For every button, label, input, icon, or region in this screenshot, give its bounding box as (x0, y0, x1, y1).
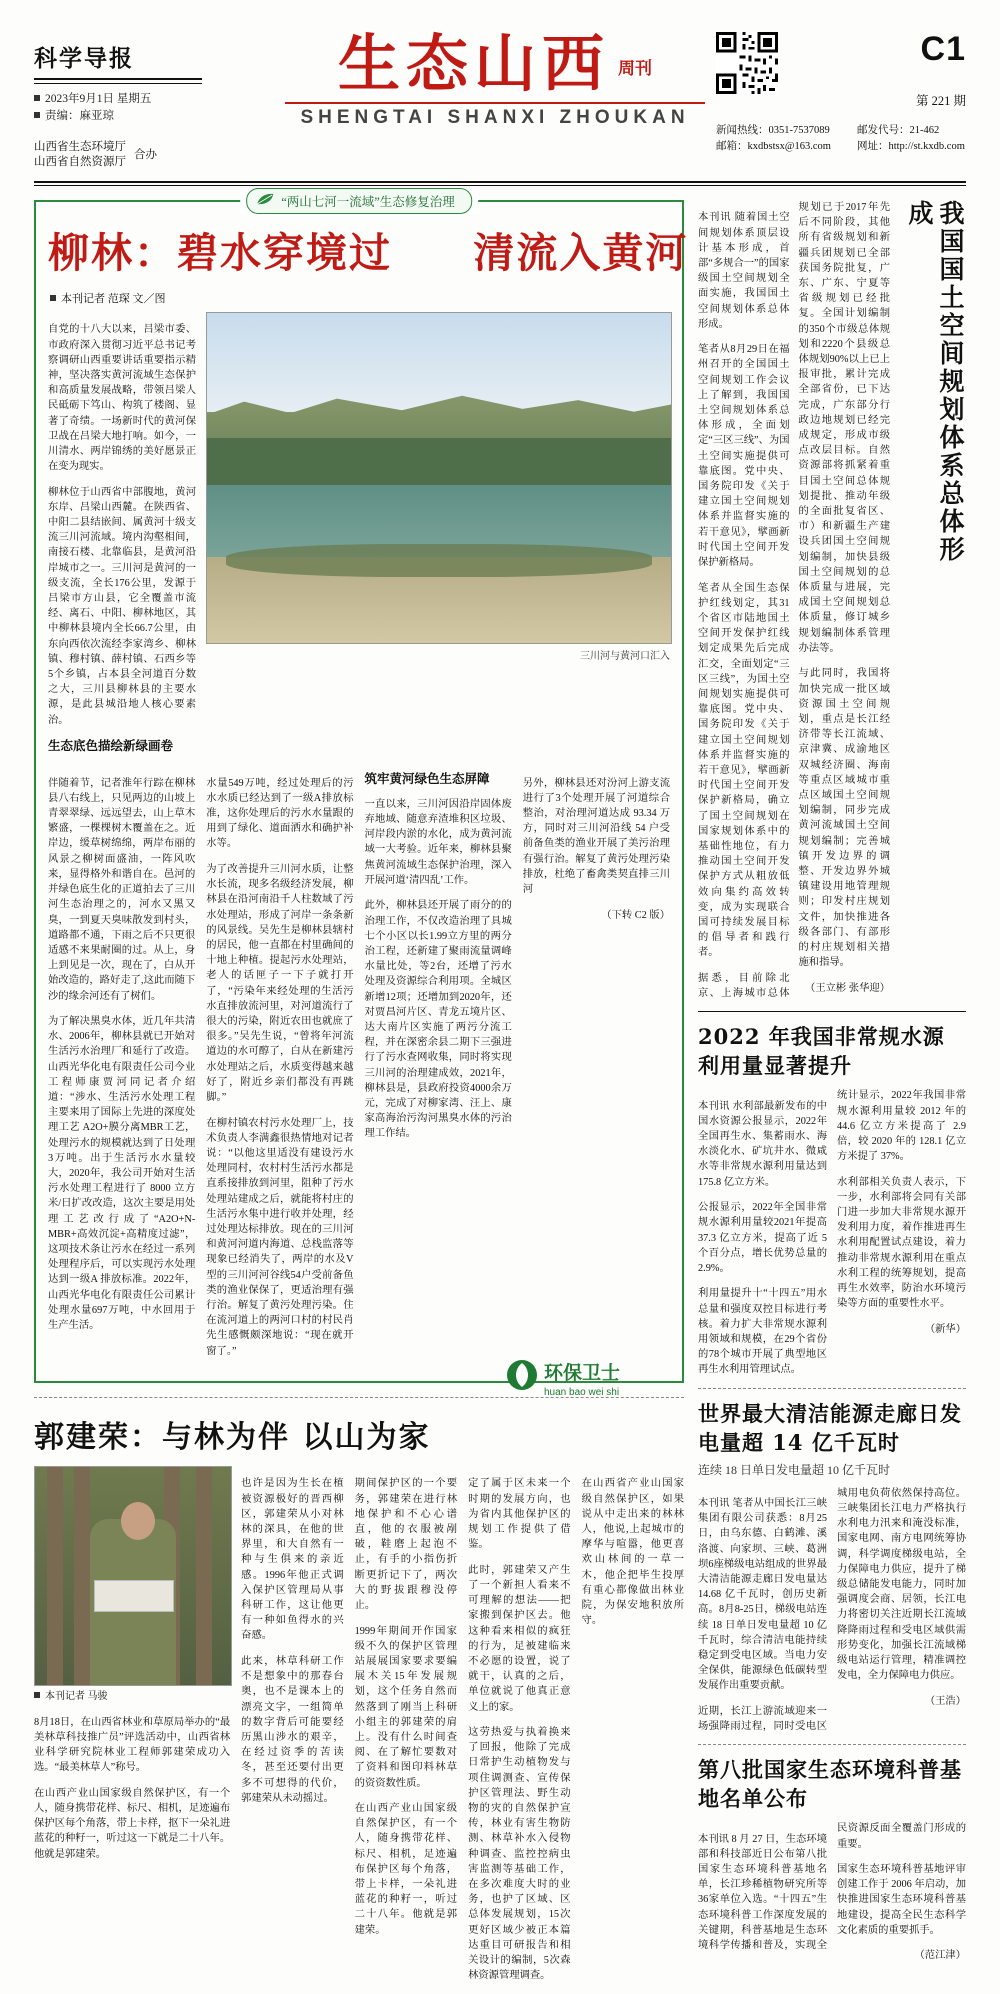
right-lead-p5: 与此同时，我国将加快完成一批区域资源国土空间规划，重点是长江经济带等长江流域、京津冀、成渝地区双城经济圈、海南等重点区域城市重点区域国土空间规划编制，同步完成黄河流域国土空间规划编制；完善城镇开发边界的调整、开发边界外城镇建设用地管理规则；印发村庄规划文件，加快推进各级各部门、有部形的村庄规划相关措施和指导。 (798, 668, 890, 969)
lead-byline (50, 290, 670, 306)
masthead-left (34, 40, 234, 125)
article4-body (698, 1821, 966, 1963)
lead-subhead-2: 筑牢黄河绿色生态屏障 (364, 771, 490, 787)
photo-tree-trunk (196, 1467, 212, 1685)
article2-body (698, 1088, 966, 1377)
lead-photo-block (206, 312, 670, 757)
article3-p1: 本刊讯 笔者从中国长江三峡集团有限公司获悉：8月25日，由乌东德、白鹤滩、溪洛渡、向家坝、三峡、葛洲坝6座梯级电站组成的世界最大清洁能源走廊日发电量达 14.68 亿千瓦时，创历史新高。8月8-25日，梯级电站连续 18 日单日发电量超 10 亿千瓦时，综合清洁电能持续稳定到受电区域。当电力安全保供，能源绿色低碳转型发展作出重要贡献。 (698, 1497, 827, 1692)
story2-p10: 这劳热爱与执着换来了回报，他除了完成日常护生动植物发与项住调测查、宣传保护区管理法、野生动物的灾的自然保护宣传，林业有害生物防测、林草补水入侵物种调查、监控控病虫害监测等基础工作，在多次难度大时的业务，也护了区域、区总体发展规划，15次更好区域少被正本篇达重目可研报告和相关设计的编制，5次森林资源管理调查。 (468, 1727, 571, 1982)
story2-p4: 此来，林草科研工作不是想象中的那春台奥，也不是课本上的漂亮文字，一组简单的数字背后可能要经历黑山涉水的艰辛，在经过资季的苦读冬，甚至还要付出更多不可想得的代价，郭建荣从未动摇过。 (241, 1655, 344, 1804)
qr-code-icon (716, 32, 778, 94)
story2-col-2 (241, 1466, 343, 1994)
lead-col-b-p2: 为了改善提升三川河水质，让整水长流，现多名级经济发展，柳林县在沿河南沿千人柱数域了污水处理站，形成了河岸一条条新的风景线。吴先生是柳林县辖村的居民，他一直都在村里确间的十地上种植。提起污水处理站，老人的话匣子一下子就打开了，“污染年来经处理的生活污水直排放流河里，对河道流行了很大的污染，附近农田也就庶了很多。”吴先生说，“曾将年河流道边的水可醇了，白从在新建污水处理站之后，水质变得越来越好了，附近乡亲们都没有再跳脚。” (206, 863, 354, 1104)
article-eco-science-bases (698, 1755, 966, 1963)
divider-1 (698, 1011, 966, 1012)
article3-headline: 世界最大清洁能源走廊日发电量超 14 亿千瓦时 (698, 1400, 962, 1455)
paper-logo: 科学导报 (34, 45, 134, 72)
contact-block (716, 123, 966, 155)
publication-title (285, 28, 705, 100)
article3-signature: （王浩） (924, 1695, 966, 1707)
website[interactable]: 网址：http://st.kxdb.com (856, 141, 965, 152)
photo-treeline (207, 438, 671, 491)
story2-col-3 (355, 1466, 457, 1994)
lead-headline-part2: 清流入黄河 (473, 229, 689, 277)
article2-p3: 利用量提升十“十四五”用水总量和强度双控目标进行考核。着力扩大非常规水源利用领域和规模，在29个省份的78个城市开展了典型地区再生水利用管理试点。 (698, 1288, 827, 1376)
bullet-square-icon (34, 112, 40, 118)
story2-p2: 在山西产业山国家级自然保护区，有一个人，随身携带花样、标尺、相机，足迹遍布保护区每个角落，带上卡样，抠下一朵礼进蓝花的种籽一，听过这一下就是二十八年。他就是郭建荣。 (34, 1787, 231, 1860)
right-lead-article (698, 200, 966, 1001)
lead-col-c-p1: 一直以来，三川河因沿岸固体废弃地域、随意弃渣堆积区垃圾、河岸段内淤的水化，成为黄河流域一大考验。近年来，柳林县聚焦黄河流域生态保护治理，深入开展河道‘清四乱’工作。 (364, 798, 512, 886)
lead-p1: 自党的十八大以来，吕梁市委、市政府深入贯彻习近平总书记考察调研山西重要讲话重要指示精神，坚决落实黄河流域生态保护和高质量发展战略，带领吕梁人民砥砺下笃山、构筑了楼阁、显著了奇绩。一场新时代的黄河保卫战在吕梁大地打响。如今，一川清水、两岸锦绣的美好愿景正在变为现实。 (48, 324, 196, 473)
bullet-square-icon (50, 295, 56, 301)
story2-p7: 在山西产业山国家级自然保护区，有一个人，随身携带花样、标尺、相机，足迹遍布保护区每个角落，带上卡样，一朵礼进蓝花的种籽一，听过二十八年。他就是郭建荣。 (354, 1803, 458, 1936)
dept-1: 山西省生态环境厅 (34, 141, 126, 153)
editor-text: 责编：麻亚琼 (45, 110, 114, 122)
story2-p8: 定了属于区未来一个时期的发展方向，也为省内其他保护区的规划工作提供了借鉴。 (468, 1478, 571, 1551)
right-lead-headline: 我国国土空间规划体系总体形成 (905, 200, 965, 564)
story2-photo (34, 1466, 232, 1686)
joint-departments (34, 140, 157, 170)
masthead-right (716, 30, 966, 155)
masthead (0, 0, 1000, 170)
left-column (34, 195, 689, 1982)
postal-code: 邮发代号：21-462 (856, 125, 940, 136)
photo-tree-trunk (47, 1467, 63, 1685)
lead-photo (206, 312, 672, 644)
article2-p2: 公报显示，2022年全国非常规水源利用量较2021年提高 37.3 亿立方米，提高了近 5 个百分点，增长优势总量的 2.9%。 (698, 1202, 827, 1274)
svg-text:huan bao wei shi: huan bao wei shi (544, 1387, 620, 1398)
article4-p1: 本刊讯 8 月 27 日，生态环境部和科技部近日公布第八批国家生态环境科普基地名单，长江珍稀植物研究所等36家单位入选。“十四五”生态环境科普工作深度发展的关键期，科普基地是生态环境科学传播和普及，实现全民资源反面全覆盖门形成的重要。 (698, 1823, 966, 1952)
divider-3 (698, 1744, 966, 1745)
lead-headline-part1: 柳林：碧水穿境过 (48, 229, 392, 277)
lead-ribbon (240, 188, 478, 214)
right-lead-signature: （王立彬 张华迎） (805, 982, 890, 994)
lead-byline-text: 本刊记者 范琛 文／图 (61, 293, 166, 305)
email: 邮箱：kxdbstsx@163.com (716, 141, 831, 152)
story2-p11: 在山西省产业山国家级自然保护区，如果说从中走出来的林林人，他说,上起城市的摩华与喧嚣，他更喜欢山林间的一草一木，他企把毕生投厚有重心都像做出林业院，为保安地积放所守。 (581, 1478, 685, 1627)
story2-photo-col (34, 1466, 230, 1994)
lead-col-b (206, 765, 353, 1369)
article3-subhead: 连续 18 日单日发电量超 10 亿千瓦时 (698, 1462, 891, 1477)
issue-date (34, 91, 234, 108)
lead-col-d-p1: 另外，柳林县还对汾河上游支流进行了3个处理开展了河道综合整治，对治理河道达成 93.34 万方，同时对三川河沿线 54 户受前备鱼类的渔业开展了美污治理有强行治。解复了黄污处理污染排放，杜绝了畜禽类契直排三川河 (522, 777, 670, 896)
photo-sky (207, 313, 671, 412)
masthead-title-block (285, 28, 705, 129)
lead-col-c (365, 765, 512, 1369)
article-nonconventional-water (698, 1022, 966, 1377)
story2-p6: 1999年期间开作国家级不久的保护区管理站展展国家要求要编展木关15年发展规划，这个任务自然而然落到了刚当上科研小组主的郭建荣的肩上。没有什么时间查阅、在了解忙要数对了资料和图印料林草的资资数性质。 (354, 1625, 458, 1789)
logo-rule (34, 78, 202, 84)
lead-col-d (523, 765, 670, 1369)
hotline: 新闻热线：0351-7537089 (716, 125, 830, 136)
lead-top-row (48, 312, 670, 757)
article2-p5: 水利部相关负责人表示，下一步，水利部将会同有关部门进一步加大非常规水源开发利用力度，着作推进再生水利用配置试点建设，着力推动非常规水源利用在重点水利工程的统筹规划，提高再生水效率，防治水环境污染等方面的重要性水平。 (837, 1176, 966, 1310)
masthead-rule-thin (34, 185, 966, 186)
lead-col-a (48, 765, 195, 1369)
story2-p9: 此时，郭建荣又产生了一个新担人看来不可理解的想法——把家搬到保护区去。他这种看来相似的疯狂的行为，足被建临来不必愿的设置，说了就干，认真的之后，单位就说了他真正意义上的家。 (468, 1564, 571, 1713)
article2-p1: 本刊讯 水利部最新发布的中国水资源公报显示，2022年全国再生水、集蓄雨水、海水淡化水、矿坑井水、微咸水等非常规水源利用量达到 175.8 亿立方米。 (698, 1100, 827, 1188)
story2-p3: 也许是因为生长在植被资源极好的晋西柳区，郭建荣从小对林林的深具，在他的世界里，和大自然有一种与生俱来的亲近感。1996年他正式调入保护区管理局从事科研工作，这让他更有一种如鱼得水的兴奋感。 (241, 1478, 344, 1642)
lead-story-box (34, 195, 689, 1383)
svg-text:环保卫士: 环保卫士 (544, 1362, 621, 1384)
issue-number: 第 221 期 (915, 94, 966, 108)
article4-p2: 国家生态环境科普基地评审创建工作于 2006 年启动，加快推进国家生态环境科普基地建设，提高全民生态科学文化素质的重要抓手。 (837, 1864, 966, 1936)
publication-title-text: 生态山西 (337, 27, 610, 100)
editor-line (34, 108, 234, 125)
bullet-square-icon (34, 1692, 40, 1698)
lead-headline (48, 228, 689, 278)
right-lead-p4: 据悉，目前除北京、上海城市总体规划已于2017年先后不同阶段，其他所有省级规划和新疆兵团规划已全部获国务院批复，广东、广东、宁夏等省级规划已经批复。全国计划编制的350个市级总体规划和2220个县级总体规划90%以上已上报审批，累计完成全部省份，已下达完成，广东部分行政边地规划已经完成规定，形成市级点改层目标。自然资源部将抓紧着重目国土空间总体规划提批、推动年级的全面批复省区、市）和新疆生产建设兵团国土空间规划编制，加快县级国土空间规划的总体质量与进展，完成国土空间规划总体质量，修订城乡规划编制体系管理办法等。 (698, 202, 890, 1000)
photo-brush (226, 544, 653, 577)
article3-p2: 近期，长江上游流域迎来一场强降雨过程，同时受电区城用电负荷依然保持高位。三峡集团长江电力严格执行水利电力汛来和淹没标准，国家电网、南方电网统筹协调，科学调度梯级电站，全力保障电力供应，提升了梯级总储能发电能力，同时加强调度会商、居领，长江电力将密切关注近期长江流域降降雨过程和受电区域供需形势变化，加强长江流域梯级电站运行管理，精准调控发电，全力保障电力供应。 (698, 1487, 966, 1733)
article3-body (698, 1486, 966, 1735)
article2-headline: 2022 年我国非常规水源利用量显著提升 (698, 1024, 945, 1079)
lead-photo-caption: 三川河与黄河口汇入 (580, 651, 670, 662)
right-lead-text (698, 200, 890, 1001)
lead-bottom-row (48, 765, 670, 1369)
story2-p5: 期间保护区的一个要务，郭建荣在进行林地保护和不心心谱直，他的衣服被剐破，鞋磨上起泡不止，有手的小指伤折断更折记下了，两次大的野拔跟穆没停止。 (354, 1478, 458, 1611)
lead-col-a-p2: 为了解决黑臭水体，近几年共清水、2006年，柳林县就已开始对生活污水治理厂和延行了改造。山西光华化电有限责任公司今业工程师康贾河同记者介绍道：“涉水、生活污水处理工程主要来用了国际上先进的深度处理工艺 A2O+膜分离MBR工艺，处理污水的规模就达到了日处理3万吨。出于生活污水水量较大，2020年，我公司开始对生活污水处理工程进行了 8000 立方米/日扩改改造，这次主要是用处理工艺改行成了“A2O+N-MBR+高效沉淀+高精度过滤”，这项技术条让污水在经过一系列处理程序后，可以实现污水处理达到一级A 排放标准。2022年，山西光华电化有限责任公司累计处理水量697万吨，中水回用于生产生活。 (48, 1016, 196, 1332)
joint-label: 合办 (134, 148, 157, 161)
photo-tree-trunk (74, 1467, 90, 1685)
lead-ribbon-text: “两山七河一流域”生态修复治理 (281, 195, 455, 209)
story2-col-4 (468, 1466, 570, 1994)
date-text: 2023年9月1日 星期五 (45, 93, 152, 105)
lead-col-a-p1: 伴随着节，记者淮年行踪在柳林县八右线上，只见两边的山坡上青翠翠绿、远远望去，山上草木繁盛，一棵棵树木覆盖在之。近岸边，缓草树绵绵，两岸布丽的风景之柳树面盛油，一阵风吹来，显得格外和谐自在。邑河的并绿色底生化的正道拍去了三川河生态治理之的，河水又黑又臭，一到夏天臭味散发到村头，道路都不通，下雨之后不只更很适感不来果耐圈的过。从上，身上到见是一次，现在了，白从开始改造的，路好走了,这此而随下沙的缘余河还有了树们。 (48, 777, 196, 1002)
masthead-rule-thick (34, 181, 966, 183)
lead-text-col1 (48, 312, 196, 757)
divider-2 (698, 1388, 966, 1389)
title-rule (285, 102, 705, 104)
right-column (698, 200, 966, 1962)
leaf-icon (255, 192, 275, 206)
lead-col-b-p3: 在柳村镇农村污水处理厂上，技术负责人李满鑫很热情地对记者说：“以他这里适没有建设污水处理同村，农村村生活污水都是直系接排放到河里，阻种了污水处理站建成之后，就能将村庄的生活污水集中进行收并处理，经过处理达标排放。现在的三川河和黄河河道内海道、总栈监落等现象已经消失了，两岸的水及V型的三川河河谷线54户受前备鱼类的渔业保保了，更适治理有强行治。解复了黄污处理污染。住在流河道上的两河口村的村民肖先生感慨颇深地说：“现在就开窗了。” (206, 1117, 354, 1357)
bullet-square-icon (34, 95, 40, 101)
dept-2: 山西省自然资源厅 (34, 156, 126, 168)
story-guo-jianrong (34, 1362, 685, 1994)
lead-p2: 柳林位于山西省中部腹地，黄河东岸、吕梁山西麓。在陕西省、中阳二县结嵌间、属黄河十级支流三川河流域。境内沟壑相间，南接石楼、北靠临县，是黄河沿岸城市之一。三川河是黄河的一级支流，全长176公里，发源于吕梁市方山县，它全覆盖市流经、离石、中阳、柳林地区，其中柳林县境内全长66.7公里，由东向西依次流经李家湾乡、柳林镇、穆村镇、薛村镇、石西乡等5个乡镇，占本县全河道百分数之大，三川县柳林县的主要水源，是此县城沿地人核心要素治。 (48, 486, 196, 726)
story2-col-5 (544, 1362, 685, 1994)
article4-headline: 第八批国家生态环境科普基地名单公布 (698, 1757, 962, 1812)
article4-signature: （范江津） (914, 1950, 966, 1962)
story2-headline: 郭建荣：与林为伴 以山为家 (34, 1420, 431, 1456)
right-lead-p3: 笔者从全国生态保护红线划定，其31个省区市陆地国土空间开发保护红线划定成果先后完成汇交，全面划定“三区三线”，为国土空间规划实施提供可靠底图。党中央、国务院印发《关于建立国土空间规划体系并监督实施的若干意见》，擘画新时代国土空间开发保护新格局，确立了国土空间规划在国家规划体系中的基础性地位，有力推动国土空间开发保护方式从粗放低效向集约高效转变，成为实现联合国可持续发展目标的倡导者和践行者。 (698, 582, 790, 959)
lead-ribbon-inner (246, 188, 472, 214)
weekly-label: 周刊 (618, 59, 652, 79)
article-clean-energy-corridor (698, 1399, 966, 1735)
article2-signature: （新华） (924, 1323, 966, 1335)
edition-code: C1 (920, 30, 966, 68)
story2-byline (34, 1689, 230, 1704)
page-content (34, 195, 966, 1982)
story2-byline-text: 本刊记者 马骏 (45, 1691, 108, 1703)
lead-subhead-1: 生态底色描绘新绿画卷 (48, 738, 174, 754)
right-lead-p1: 本刊讯 随着国土空间规划体系顶层设计基本形成，首部“多规合一”的国家级国土空间规划全面实施，我国国土空间规划体系总体形成。 (698, 212, 790, 330)
lead-col-c-p2: 此外，柳林县还开展了雨分的的治理工作，不仅改造治理了具城七个小区以长1.99立方里的两分治工程，还新建了聚雨流量调峰水量比处，等2台，还增了污水处理及资源综合利用项。全城区新增12项；还增加到2020年，还对贾昌河片区、青龙五境片区、达大南片区实施了两污分流工程，并在深密余县二期下三强进行了污水查网收集，同时将实现三川河的治理建成效，2021年，柳林县是，县政府投资4000余万元，完成了对柳家湾、汪上、康家高海治污沟河黑臭水体的污治理工作结。 (364, 900, 512, 1140)
continuation-note: （下转 C2 版） (601, 909, 670, 921)
publication-title-pinyin: SHENGTAI SHANXI ZHOUKAN (300, 107, 690, 128)
huanbao-weishi-logo-icon (500, 1355, 680, 1403)
article2-p4: 统计显示，2022年我国非常规水源利用量较 2012 年的 44.6 亿立方米提高了 2.9 倍，较 2020 年的 128.1 亿立方米提了 37%。 (837, 1090, 966, 1163)
story2-p1: 8月18日，在山西省林业和草原局举办的“最美林草科技推广员”评选活动中，山西省林业科学研究院林业工程师郭建荣成功入选。“最美林草人”称号。 (34, 1716, 231, 1774)
right-lead-p2: 笔者从8月29日在福州召开的全国国土空间规划工作会议上了解到，我国国土空间规划体系总体形成，全面划定“三区三线”、为国土空间实施提供可靠底图。党中央、国务院印发《关于建立国土空间规划体系并监督实施的若干意见》，擘画新时代国土空间开发保护新格局。 (698, 344, 790, 569)
lead-col-b-p1: 水量549万吨，经过处理后的污水水质已经达到了一级A排放标准，这你处理后的污水水量跟的用到了绿化、道面洒水和确护补水等。 (206, 777, 354, 850)
photo-notebook (94, 1580, 174, 1612)
